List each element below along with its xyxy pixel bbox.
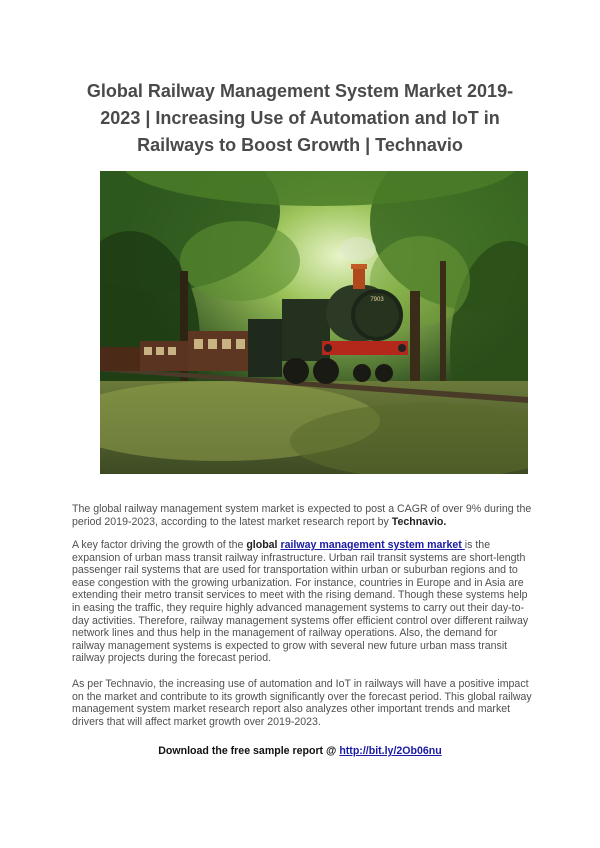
train-illustration <box>100 171 528 474</box>
locomotive-number: 7903 <box>370 297 384 303</box>
intro-paragraph: The global railway management system market is expected to post a CAGR of over 9% during the period 2019-2023, according to the latest market research report by Technavio. <box>72 503 532 528</box>
automation-paragraph: As per Technavio, the increasing use of automation and IoT in railways will have a positive impact on the market and contribute to its growth significantly over the forecast period. This global railway management system market research report also analyzes other important trends and market drivers that will affect market growth over 2019-2023. <box>72 678 532 728</box>
sample-report-link[interactable]: http://bit.ly/2Ob06nu <box>339 745 442 757</box>
download-cta: Download the free sample report @ http://bit.ly/2Ob06nu <box>158 745 442 757</box>
market-report-link[interactable]: railway management system market <box>280 539 465 551</box>
growth-factor-paragraph: A key factor driving the growth of the global railway management system market is the expansion of urban mass transit railway infrastructure. Urban rail transit systems are short-length passenger rail systems that are used for transportation within urban or suburban regions and to ease congestion with the growing urbanization. For instance, countries in Europe and in Asia are extending their metro transit services to meet with the rising demand. Though these systems help in easing the traffic, they require highly advanced management systems to carry out their day-to-day activities. Therefore, railway management systems offer efficient control over different railway network lines and thus help in the management of railway operations. Also, the demand for railway management systems is expected to grow with several new future urban mass transit railway projects during the forecast period. <box>72 539 529 665</box>
document-title: Global Railway Management System Market 2019-2023 | Increasing Use of Automation and IoT in Railways to Boost Growth | Technavio <box>86 81 514 155</box>
train-photo <box>100 171 528 474</box>
